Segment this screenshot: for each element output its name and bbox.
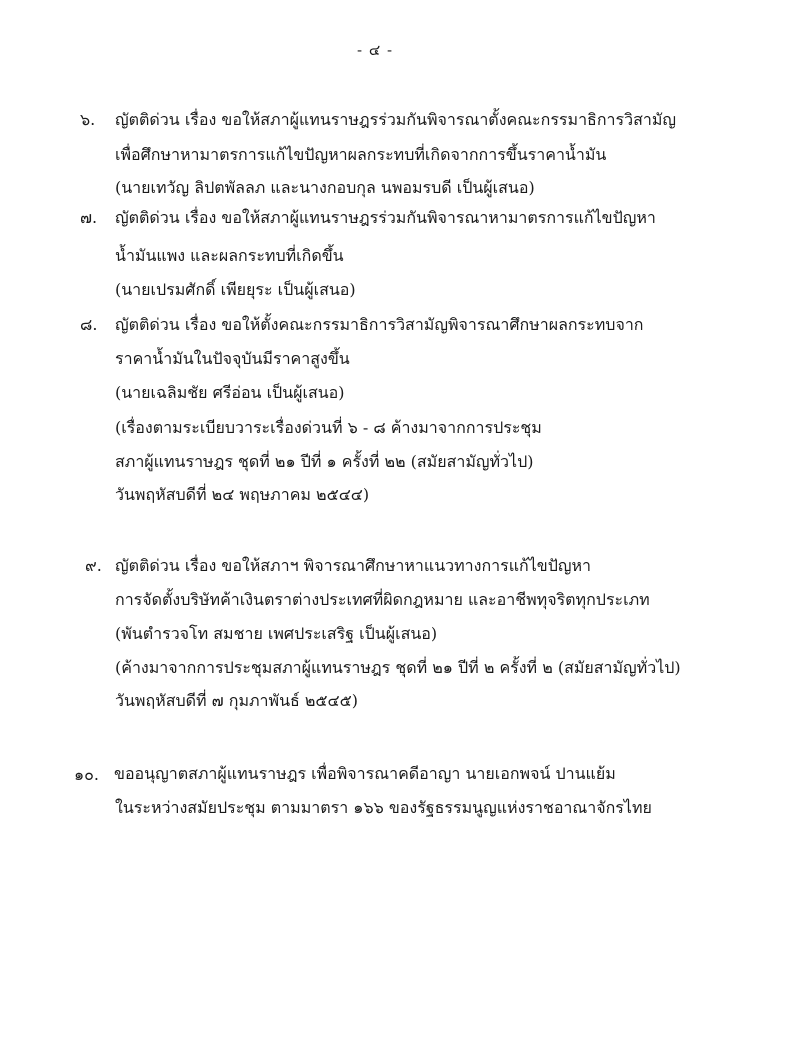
item-line: ขออนุญาตสภาผู้แทนราษฎร เพื่อพิจารณาคดีอาญา นายเอกพจน์ ปานแย้ม [114,764,616,783]
item-line: ในระหว่างสมัยประชุม ตามมาตรา ๑๖๖ ของรัฐธรรมนูญแห่งราชอาณาจักรไทย [115,798,652,817]
item-line: ญัตติด่วน เรื่อง ขอให้สภาผู้แทนราษฎรร่วมกันพิจารณาตั้งคณะกรรมาธิการวิสามัญ [115,110,676,129]
item-line: เพื่อศึกษาหามาตรการแก้ไขปัญหาผลกระทบที่เกิดจากการขึ้นราคาน้ำมัน [115,145,607,164]
item-line: น้ำมันแพง และผลกระทบที่เกิดขึ้น [115,246,344,265]
item-line: (ค้างมาจากการประชุมสภาผู้แทนราษฎร ชุดที่ ๒๑ ปีที่ ๒ ครั้งที่ ๒ (สมัยสามัญทั่วไป) [115,658,681,677]
item-line: (นายเทวัญ ลิปตพัลลภ และนางกอบกุล นพอมรบดี เป็นผู้เสนอ) [115,178,535,197]
item-line: (พันตำรวจโท สมชาย เพศประเสริฐ เป็นผู้เสนอ) [115,624,438,643]
item-line: ญัตติด่วน เรื่อง ขอให้สภาฯ พิจารณาศึกษาหาแนวทางการแก้ไขปัญหา [115,556,592,575]
item-line: (นายเฉลิมชัย ศรีอ่อน เป็นผู้เสนอ) [115,383,345,402]
item-line: การจัดตั้งบริษัทค้าเงินตราต่างประเทศที่ผิดกฎหมาย และอาชีพทุจริตทุกประเภท [115,590,650,609]
item-line: วันพฤหัสบดีที่ ๒๔ พฤษภาคม ๒๕๔๔) [115,485,370,504]
item-line: ญัตติด่วน เรื่อง ขอให้สภาผู้แทนราษฎรร่วมกันพิจารณาหามาตรการแก้ไขปัญหา [115,208,656,227]
item-line: สภาผู้แทนราษฎร ชุดที่ ๒๑ ปีที่ ๑ ครั้งที่ ๒๒ (สมัยสามัญทั่วไป) [115,452,534,471]
item-number: ๙. [85,556,102,575]
item-line: ญัตติด่วน เรื่อง ขอให้ตั้งคณะกรรมาธิการวิสามัญพิจารณาศึกษาผลกระทบจาก [115,315,644,334]
item-line: วันพฤหัสบดีที่ ๗ กุมภาพันธ์ ๒๕๔๕) [115,691,358,710]
item-number: ๘. [80,315,98,334]
item-number: ๖. [80,110,96,129]
item-line: (เรื่องตามระเบียบวาระเรื่องด่วนที่ ๖ - ๘ ค้างมาจากการประชุม [115,418,542,437]
item-number: ๗. [80,208,98,227]
item-line: (นายเปรมศักดิ์ เพียยุระ เป็นผู้เสนอ) [115,280,356,299]
page-number: - ๔ - [356,41,394,59]
item-number: ๑๐. [74,765,100,784]
item-line: ราคาน้ำมันในปัจจุบันมีราคาสูงขึ้น [115,349,350,368]
